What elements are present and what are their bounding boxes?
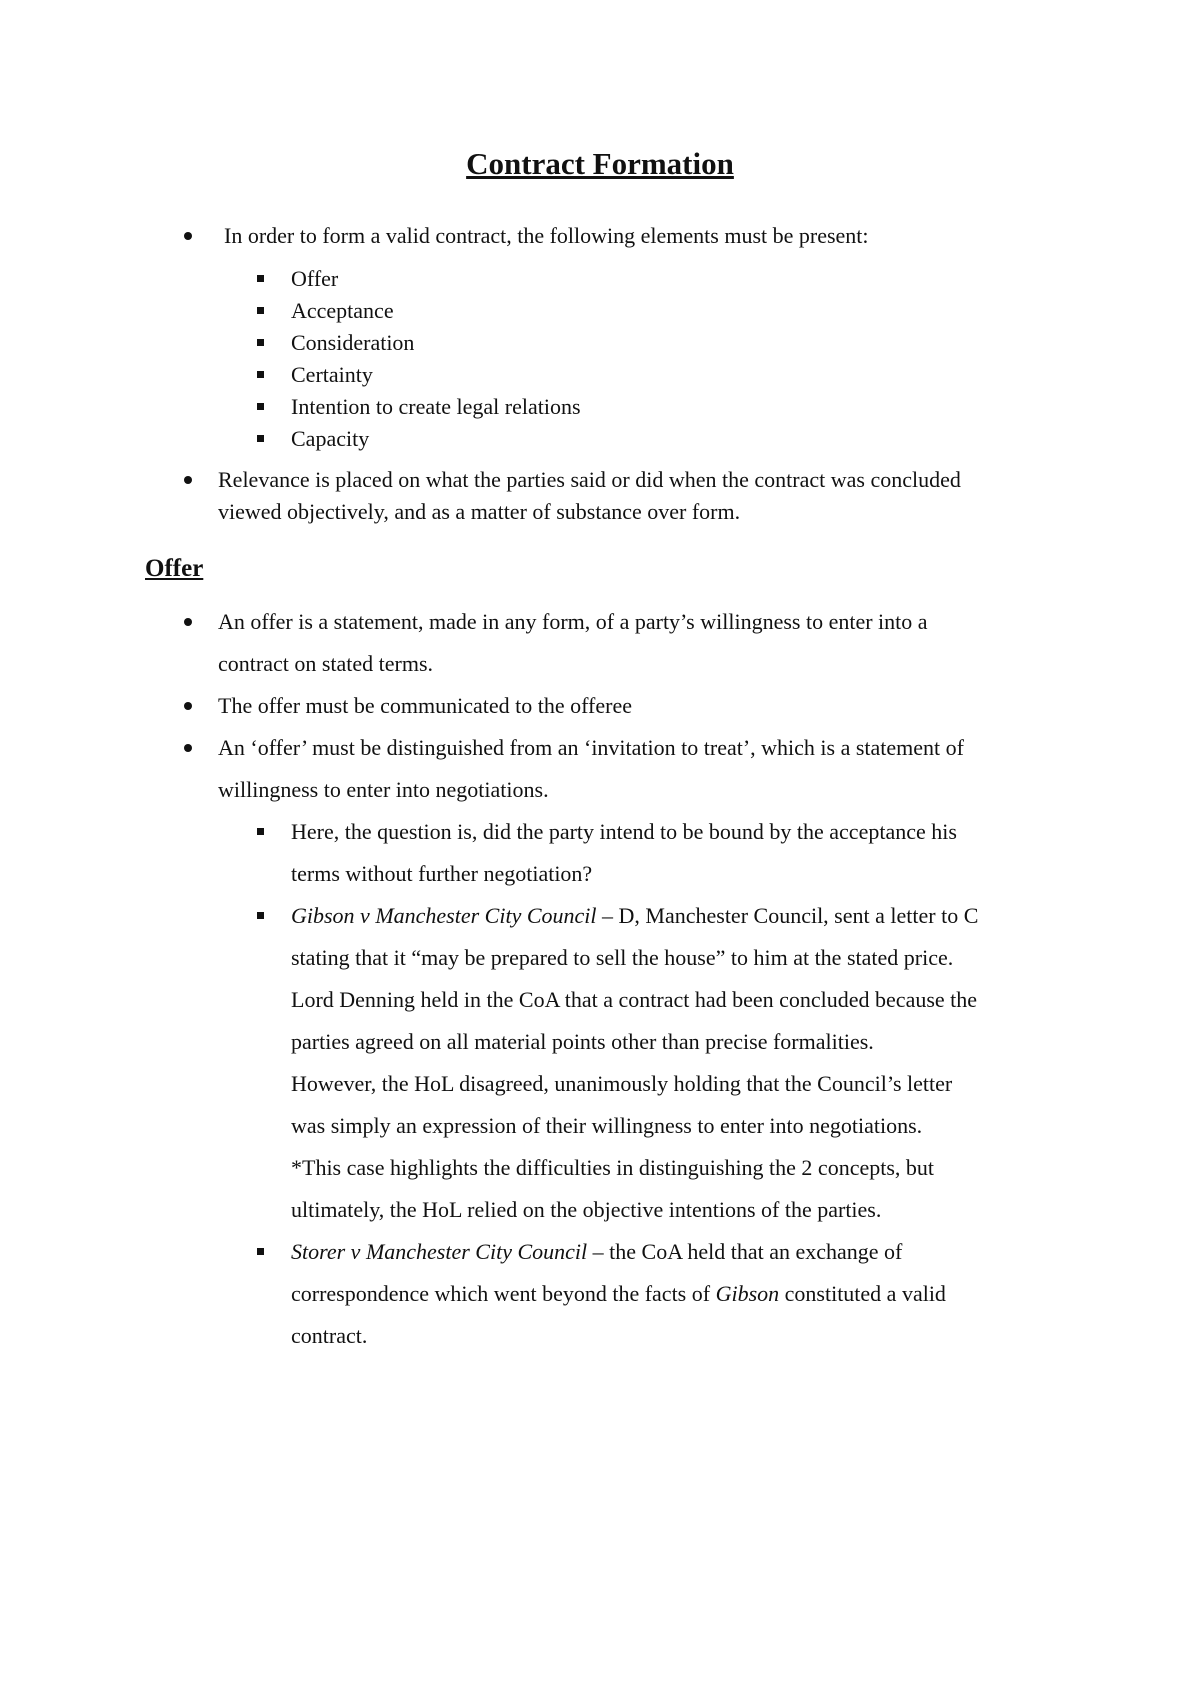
square-bullet-icon bbox=[257, 403, 264, 410]
section-heading-offer: Offer bbox=[145, 555, 204, 582]
gibson-line-5: However, the HoL disagreed, unanimously holding that the Council’s letter bbox=[291, 1071, 953, 1096]
bullet-icon bbox=[184, 744, 192, 752]
square-bullet-icon bbox=[257, 339, 264, 346]
bullet-icon bbox=[184, 618, 192, 626]
gibson-line-3: Lord Denning held in the CoA that a contract had been concluded because the bbox=[291, 987, 978, 1012]
gibson-line-1 bbox=[291, 901, 978, 931]
offer-bullet-3-line-2: willingness to enter into negotiations. bbox=[218, 777, 549, 802]
gibson-line-6: was simply an expression of their willingness to enter into negotiations. bbox=[291, 1113, 923, 1138]
gibson-line-2: stating that it “may be prepared to sell the house” to him at the stated price. bbox=[291, 945, 954, 970]
bullet-icon bbox=[184, 702, 192, 710]
element-item: Capacity bbox=[291, 426, 370, 451]
gibson-line-1-rest: – D, Manchester Council, sent a letter to C bbox=[596, 903, 979, 928]
square-bullet-icon bbox=[257, 1248, 264, 1255]
gibson-line-7: *This case highlights the difficulties in distinguishing the 2 concepts, but bbox=[291, 1155, 935, 1180]
storer-line-1 bbox=[291, 1237, 902, 1267]
offer-bullet-3-line-1: An ‘offer’ must be distinguished from an ‘invitation to treat’, which is a statement of bbox=[218, 735, 964, 760]
element-item: Certainty bbox=[291, 362, 373, 387]
square-bullet-icon bbox=[257, 828, 264, 835]
element-item: Consideration bbox=[291, 330, 415, 355]
bullet-icon bbox=[184, 476, 192, 484]
case-name-storer: Storer v Manchester City Council bbox=[291, 1239, 588, 1264]
element-item: Acceptance bbox=[291, 298, 394, 323]
sub-bullet-question-line-2: terms without further negotiation? bbox=[291, 861, 593, 886]
intro-bullet-2-line-2: viewed objectively, and as a matter of substance over form. bbox=[218, 499, 741, 524]
case-name-gibson: Gibson v Manchester City Council bbox=[291, 903, 597, 928]
storer-line-2-pre: correspondence which went beyond the facts of bbox=[291, 1281, 716, 1306]
square-bullet-icon bbox=[257, 275, 264, 282]
storer-line-1-rest: – the CoA held that an exchange of bbox=[587, 1239, 903, 1264]
gibson-line-4: parties agreed on all material points other than precise formalities. bbox=[291, 1029, 874, 1054]
square-bullet-icon bbox=[257, 435, 264, 442]
square-bullet-icon bbox=[257, 307, 264, 314]
page-title: Contract Formation bbox=[466, 146, 734, 181]
bullet-icon bbox=[184, 232, 192, 240]
element-item: Intention to create legal relations bbox=[291, 394, 581, 419]
sub-bullet-question-line-1: Here, the question is, did the party intend to be bound by the acceptance his bbox=[291, 819, 957, 844]
gibson-line-8: ultimately, the HoL relied on the objective intentions of the parties. bbox=[291, 1197, 882, 1222]
storer-line-2 bbox=[291, 1279, 946, 1309]
square-bullet-icon bbox=[257, 912, 264, 919]
offer-bullet-1-line-2: contract on stated terms. bbox=[218, 651, 434, 676]
intro-bullet-1: In order to form a valid contract, the following elements must be present: bbox=[224, 223, 869, 248]
offer-bullet-1-line-1: An offer is a statement, made in any form, of a party’s willingness to enter into a bbox=[218, 609, 928, 634]
case-name-gibson-ref: Gibson bbox=[715, 1281, 780, 1306]
intro-bullet-2-line-1: Relevance is placed on what the parties said or did when the contract was concluded bbox=[218, 467, 961, 492]
storer-line-3: contract. bbox=[291, 1323, 368, 1348]
offer-bullet-2: The offer must be communicated to the offeree bbox=[218, 693, 632, 718]
square-bullet-icon bbox=[257, 371, 264, 378]
storer-line-2-post: constituted a valid bbox=[779, 1281, 946, 1306]
element-item: Offer bbox=[291, 266, 339, 291]
